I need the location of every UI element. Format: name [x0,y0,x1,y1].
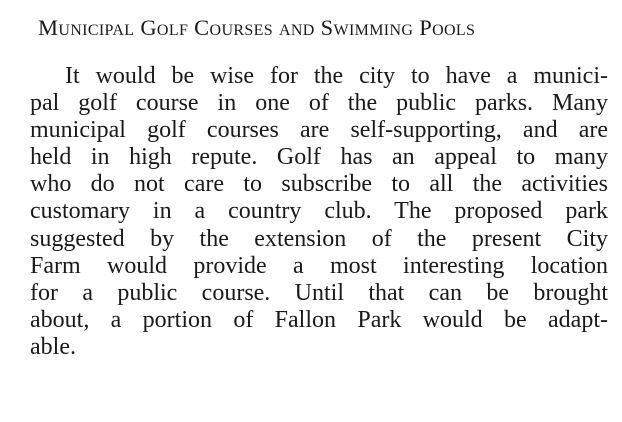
paragraph-line: for a public course. Until that can be brought [30,279,608,306]
paragraph-line: about, a portion of Fallon Park would be adapt- [30,306,608,333]
paragraph-line: able. [30,333,76,360]
paragraph-line: held in high repute. Golf has an appeal to many [30,144,608,171]
section-heading: Municipal Golf Courses and Swimming Pools [38,15,476,40]
paragraph-line: suggested by the extension of the present City [30,225,608,252]
paragraph-line: It would be wise for the city to have a munici- [65,63,608,89]
paragraph-line: pal golf course in one of the public parks. Many [30,90,608,117]
paragraph-line: Farm would provide a most interesting location [30,252,608,279]
paragraph-line: municipal golf courses are self-supporting, and are [30,117,608,144]
paragraph-line: customary in a country club. The proposed park [30,198,608,225]
body-paragraph [30,63,608,361]
paragraph-line: who do not care to subscribe to all the activities [30,171,608,198]
